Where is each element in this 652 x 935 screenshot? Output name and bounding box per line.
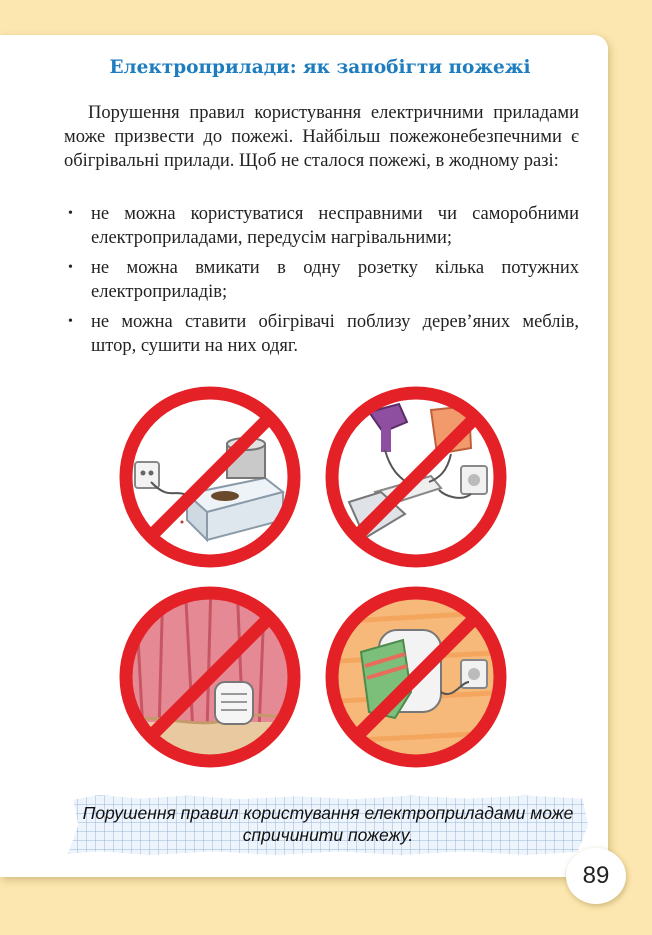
- rule-item: [64, 202, 579, 250]
- bullet-icon: •: [68, 314, 73, 329]
- bullet-icon: •: [68, 206, 73, 221]
- overloaded-socket-prohibited-icon: [321, 382, 511, 572]
- intro-paragraph: Порушення правил користування електричними приладами може призвести до пожежі. Найбільш пожежонебезпечними є обігрівальні прилади. Щоб не сталося пожежі, в жодному разі:: [64, 103, 579, 171]
- page-number: 89: [566, 848, 626, 904]
- rule-text: не можна користуватися несправними чи саморобними електроприладами, передусім нагрівальними;: [91, 204, 579, 248]
- rules-list: [64, 202, 579, 364]
- rule-text: не можна ставити обігрівачі поблизу дерев’яних меблів, штор, сушити на них одяг.: [91, 312, 579, 356]
- drying-clothes-on-heater-prohibited-icon: [321, 582, 511, 772]
- note-text: Порушення правил користування електроприладами може спричинити пожежу.: [82, 803, 574, 845]
- page-title: Електроприлади: як запобігти пожежі: [109, 57, 531, 78]
- heater-near-curtains-prohibited-icon: [115, 582, 305, 772]
- rule-item: [64, 310, 579, 358]
- faulty-stove-prohibited-icon: [115, 382, 305, 572]
- rule-text: не можна вмикати в одну розетку кілька потужних електроприладів;: [91, 258, 579, 302]
- rule-item: [64, 256, 579, 304]
- bullet-icon: •: [68, 260, 73, 275]
- illustrations-grid: [115, 382, 513, 772]
